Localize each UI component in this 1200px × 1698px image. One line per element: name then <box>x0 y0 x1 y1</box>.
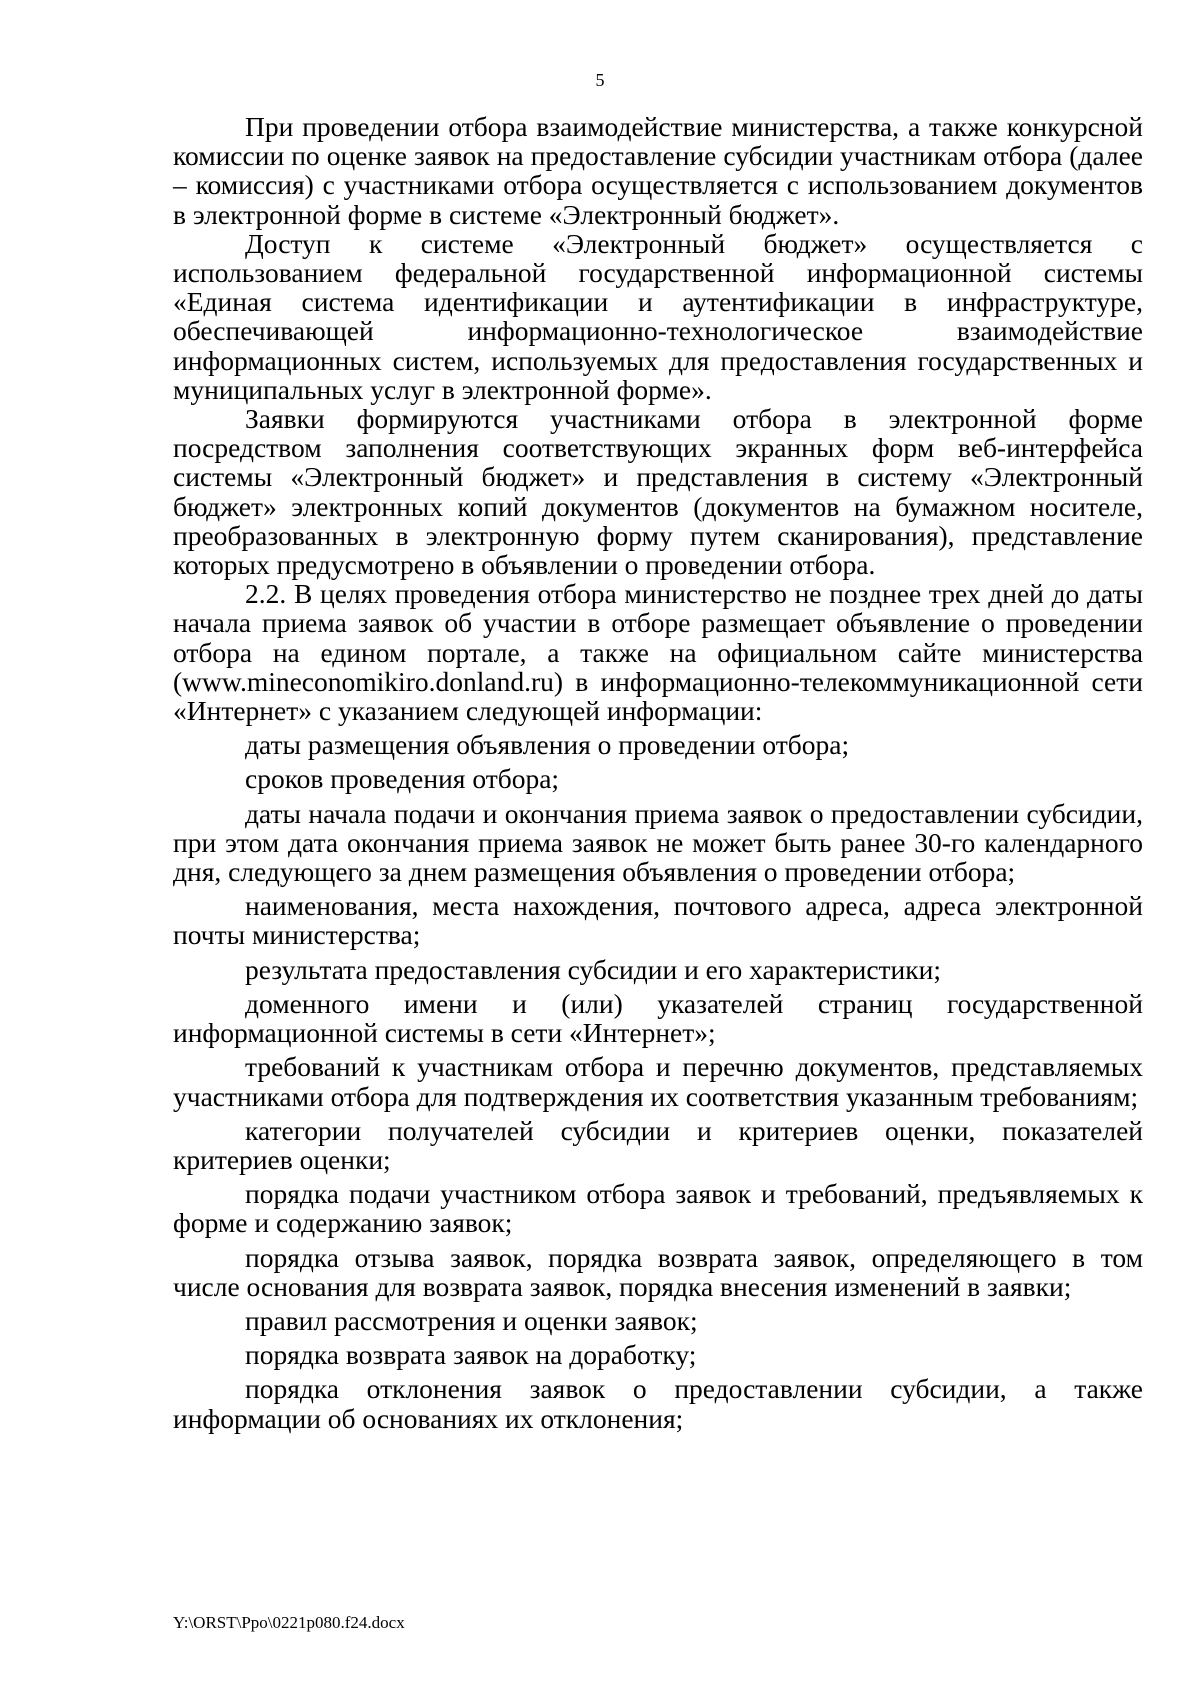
list-item: порядка подачи участником отбора заявок и требований, предъявляемых к форме и содержанию заявок; <box>173 1178 1143 1239</box>
list-item: даты начала подачи и окончания приема заявок о предоставлении субсидии, при этом дата окончания приема заявок не может быть ранее 30-го календарного дня, следующего за днем размещения объявления о проведении отбора; <box>173 797 1143 888</box>
paragraph-2-2: 2.2. В целях проведения отбора министерство не позднее трех дней до даты начала приема заявок об участии в отборе размещает объявление о проведении отбора на едином портале, а также на официальном сайте министерства (www.mineconomikiro.donland.ru) в информационно-телекоммуникационной сети «Интернет» с указанием следующей информации: <box>173 578 1143 727</box>
list-item: порядка отзыва заявок, порядка возврата заявок, определяющего в том числе основания для возврата заявок, порядка внесения изменений в заявки; <box>173 1241 1143 1302</box>
paragraph-access: Доступ к системе «Электронный бюджет» осуществляется с использованием федеральной государственной информационной системы «Единая система идентификации и аутентификации в инфраструктуре, обеспечивающей информационно-технологическое взаимодействие информационных систем, используемых для предоставления государственных и муниципальных услуг в электронной форме». <box>173 227 1143 405</box>
list-item: сроков проведения отбора; <box>245 763 560 795</box>
list-item: наименования, места нахождения, почтового адреса, адреса электронной почты министерства; <box>173 890 1143 951</box>
list-item: результата предоставления субсидии и его характеристики; <box>245 953 941 985</box>
list-item: категории получателей субсидии и критериев оценки, показателей критериев оценки; <box>173 1114 1143 1175</box>
list-item: даты размещения объявления о проведении отбора; <box>245 729 850 761</box>
footer-file-path: Y:\ORST\Ppo\0221p080.f24.docx <box>173 1613 405 1632</box>
page-number: 5 <box>595 70 605 90</box>
list-item: порядка отклонения заявок о предоставлении субсидии, а также информации об основаниях их отклонения; <box>173 1373 1143 1434</box>
list-item: порядка возврата заявок на доработку; <box>245 1339 697 1371</box>
list-item: требований к участникам отбора и перечню документов, представляемых участниками отбора для подтверждения их соответствия указанным требованиям; <box>173 1051 1143 1112</box>
list-item: правил рассмотрения и оценки заявок; <box>245 1304 698 1336</box>
paragraph-interaction: При проведении отбора взаимодействие министерства, а также конкурсной комиссии по оценке заявок на предоставление субсидии участникам отбора (далее – комиссия) с участниками отбора осуществляется с использованием документов в электронной форме в системе «Электронный бюджет». <box>173 111 1143 230</box>
document-body <box>173 112 1143 1433</box>
paragraph-applications: Заявки формируются участниками отбора в электронной форме посредством заполнения соответствующих экранных форм веб-интерфейса системы «Электронный бюджет» и представления в систему «Электронный бюджет» электронных копий документов (документов на бумажном носителе, преобразованных в электронную форму путем сканирования), представление которых предусмотрено в объявлении о проведении отбора. <box>173 403 1143 581</box>
list-item: доменного имени и (или) указателей страниц государственной информационной системы в сети «Интернет»; <box>173 987 1143 1049</box>
